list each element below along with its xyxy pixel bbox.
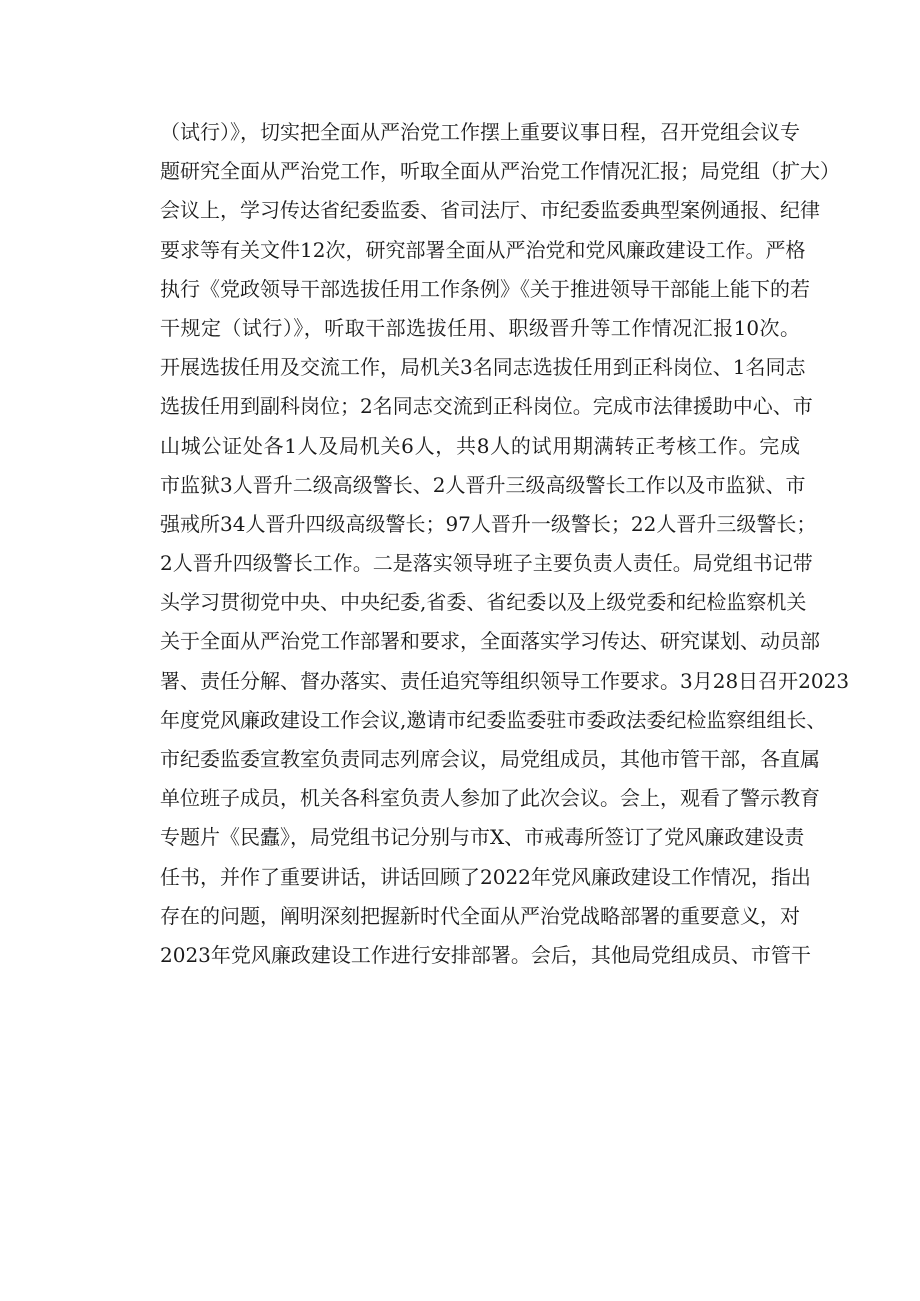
text-line: 山城公证处各1人及局机关6人，共8人的试用期满转正考核工作。完成: [160, 433, 800, 458]
text-line: 关于全面从严治党工作部署和要求，全面落实学习传达、研究谋划、动员部: [160, 629, 820, 654]
text-line: 会议上，学习传达省纪委监委、省司法厅、市纪委监委典型案例通报、纪律: [160, 198, 820, 223]
text-line: 选拔任用到副科岗位；2名同志交流到正科岗位。完成市法律援助中心、市: [160, 394, 813, 419]
text-line: （试行）》，切实把全面从严治党工作摆上重要议事日程，召开党组会议专: [160, 120, 800, 144]
text-line: 2人晋升四级警长工作。二是落实领导班子主要负责人责任。局党组书记带: [160, 551, 813, 576]
text-line: 市纪委监委宣教室负责同志列席会议，局党组成员，其他市管干部，各直属: [160, 747, 820, 771]
text-line: 专题片《民蠹》，局党组书记分别与市X、市戒毒所签订了党风廉政建设责: [160, 825, 805, 850]
text-line: 开展选拔任用及交流工作，局机关3名同志选拔任用到正科岗位、1名同志: [160, 355, 806, 380]
text-line: 2023年党风廉政建设工作进行安排部署。会后，其他局党组成员、市管干: [160, 942, 811, 967]
text-line: 强戒所34人晋升四级高级警长；97人晋升一级警长；22人晋升三级警长；: [160, 511, 817, 536]
text-line: 存在的问题，阐明深刻把握新时代全面从严治党战略部署的重要意义，对: [160, 903, 800, 928]
text-line: 执行《党政领导干部选拔任用工作条例》《关于推进领导干部能上能下的若: [160, 276, 810, 301]
text-line: 任书，并作了重要讲话，讲话回顾了2022年党风廉政建设工作情况，指出: [160, 864, 811, 889]
text-line: 要求等有关文件12次，研究部署全面从严治党和党风廉政建设工作。严格: [160, 237, 806, 262]
text-line: 头学习贯彻党中央、中央纪委,省委、省纪委以及上级党委和纪检监察机关: [160, 590, 807, 615]
text-line: 署、责任分解、督办落实、责任追究等组织领导工作要求。3月28日召开2023: [160, 668, 850, 693]
text-line: 题研究全面从严治党工作，听取全面从严治党工作情况汇报；局党组（扩大）: [160, 159, 840, 184]
text-line: 单位班子成员，机关各科室负责人参加了此次会议。会上，观看了警示教育: [160, 786, 820, 811]
text-line: 年度党风廉政建设工作会议,邀请市纪委监委驻市委政法委纪检监察组组长、: [160, 707, 827, 732]
text-line: 市监狱3人晋升二级高级警长、2人晋升三级高级警长工作以及市监狱、市: [160, 472, 806, 497]
body-text: [160, 113, 850, 975]
text-line: 干规定（试行）》，听取干部选拔任用、职级晋升等工作情况汇报10次。: [160, 315, 800, 340]
